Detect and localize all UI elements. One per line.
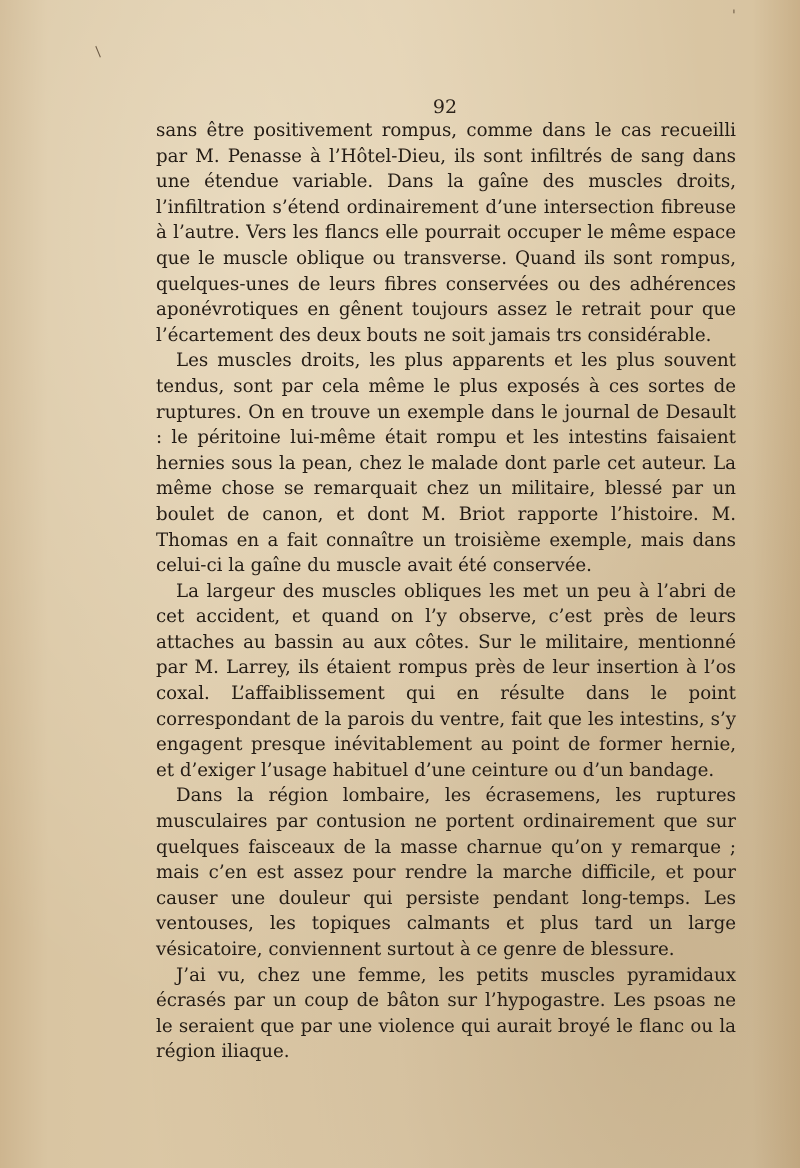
paragraph: La largeur des muscles obliques les met un peu à l’abri de cet accident, et quand on l’y observe, c’est près de leurs attaches au bassin au aux côtes. Sur le militaire, mentionné par M. Larrey, ils étaient rompus près de leur insertion à l’os coxal. L’affaiblissement qui en résulte dans le point correspondant de la parois du ventre, fait que les intestins, s’y engagent presque inévitablement au point de former hernie, et d’exiger l’usage habituel d’une ceinture ou d’un bandage.: [156, 580, 736, 781]
margin-mark: ': [732, 8, 736, 24]
paragraph: sans être positivement rompus, comme dans le cas recueilli par M. Penasse à l’Hôtel-Dieu, ils sont infiltrés de sang dans une étendue variable. Dans la gaîne des muscles droits, l’infiltration s’étend ordinairement d’une intersection fibreuse à l’autre. Vers les flancs elle pourrait occuper le même espace que le muscle oblique ou transverse. Quand ils sont rompus, quelques-unes de leurs fibres conservées ou des adhérences aponévrotiques en gênent toujours assez le retrait pour que l’écartement des deux bouts ne soit jamais trs considérable.: [156, 120, 736, 346]
paragraph: Dans la région lombaire, les écrasemens, les ruptures musculaires par contusion ne portent ordinairement que sur quelques faisceaux de la masse charnue qu’on y remarque ; mais c’en est assez pour rendre la marche difficile, et pour causer une douleur qui persiste pendant long-temps. Les ventouses, les topiques calmants et plus tard un large vésicatoire, conviennent surtout à ce genre de blessure.: [156, 785, 736, 960]
margin-mark: /: [91, 44, 106, 60]
body-text: [156, 118, 736, 1065]
page-number: 92: [432, 96, 458, 118]
paragraph: Les muscles droits, les plus apparents et les plus souvent tendus, sont par cela même le plus exposés à ces sortes de ruptures. On en trouve un exemple dans le journal de Desault : le péritoine lui-même était rompu et les intestins faisaient hernies sous la pean, chez le malade dont parle cet auteur. La même chose se remarquait chez un militaire, blessé par un boulet de canon, et dont M. Briot rapporte l’histoire. M. Thomas en a fait connaître un troisième exemple, mais dans celui-ci la gaîne du muscle avait été conservée.: [156, 350, 736, 577]
paragraph: J’ai vu, chez une femme, les petits muscles pyramidaux écrasés par un coup de bâton sur l’hypogastre. Les psoas ne le seraient que par une violence qui aurait broyé le flanc ou la région iliaque.: [156, 964, 736, 1063]
